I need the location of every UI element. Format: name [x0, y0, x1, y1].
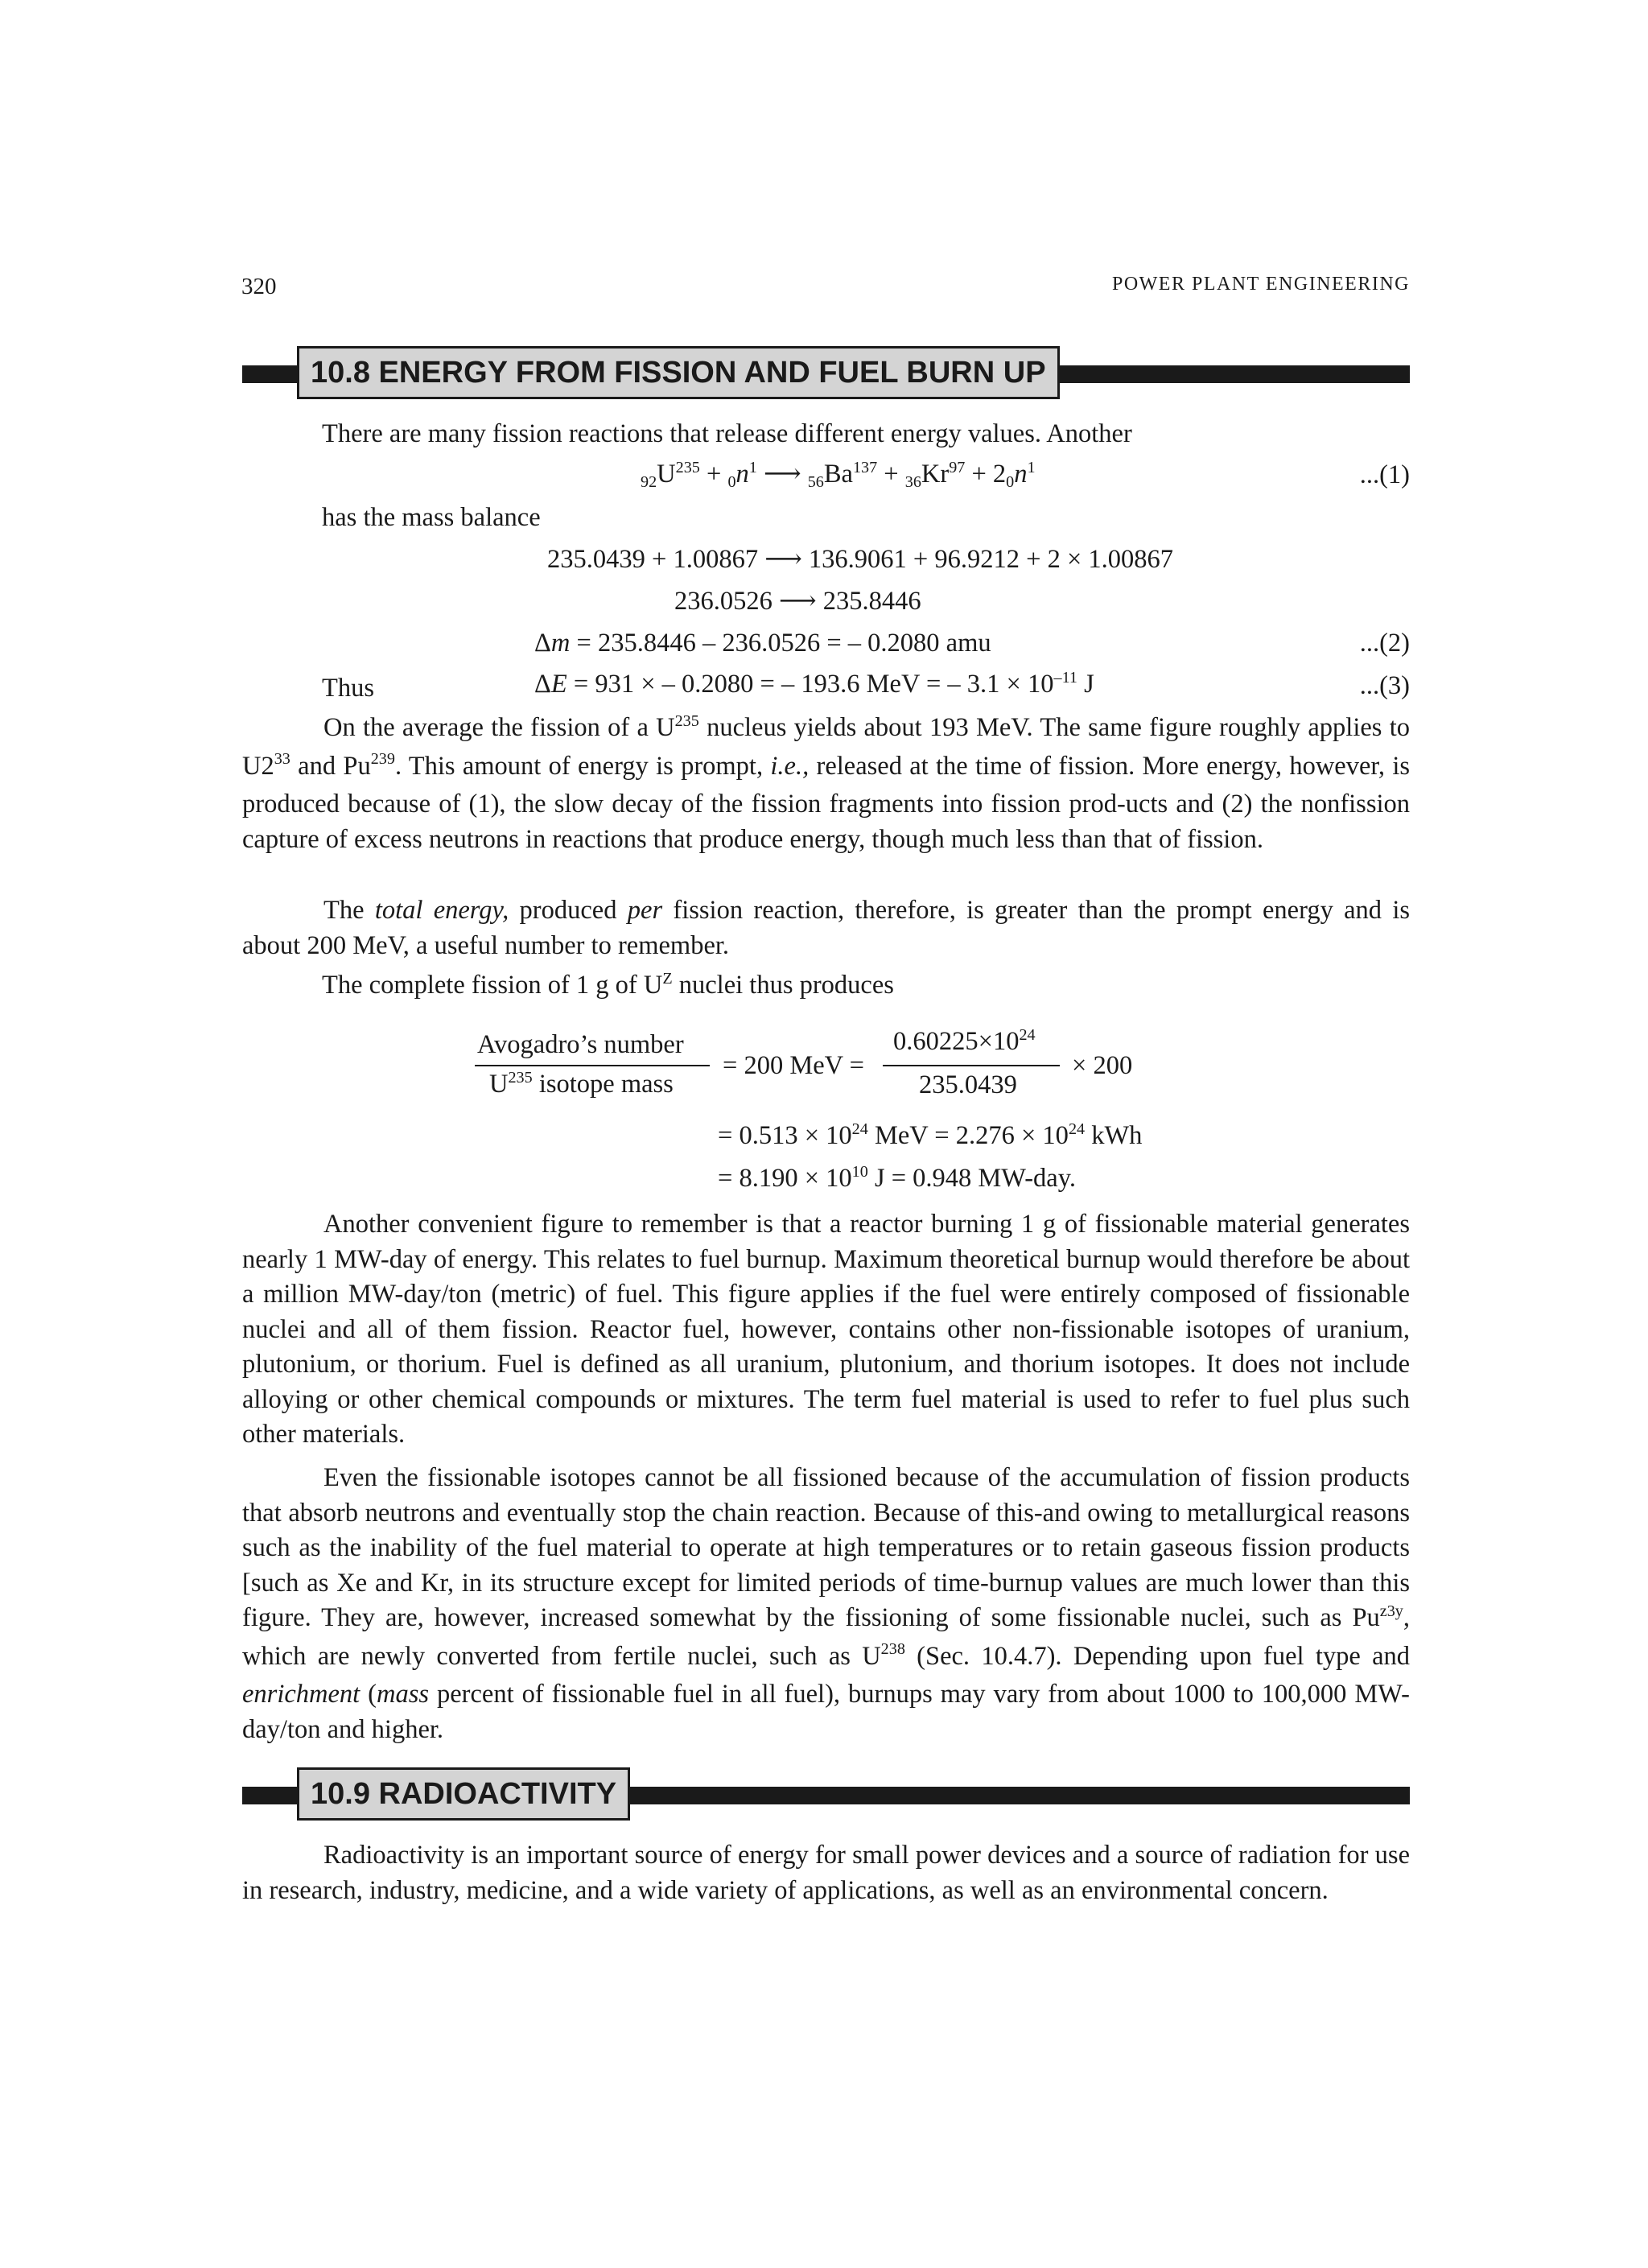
fraction-2-bar — [883, 1065, 1060, 1066]
fraction-2-denominator: 235.0439 — [919, 1070, 1017, 1099]
fraction-multiplier: × 200 — [1072, 1051, 1133, 1080]
paragraph-average-fission: On the average the fission of a $U^{235}$ nucleus yields about 193 MeV. The same figure roughly applies to $U2^{33}$ and Pu$^{239}$. This amount of energy is prompt, i.e., released at the time of fission. More energy, however, is produced because of (1), the slow decay of the fission fragments into fission prod-ucts and (2) the nonfission capture of excess neutrons in reactions that produce energy, though much less than that of fission. — [242, 711, 1411, 854]
intro-text: There are many fission reactions that release different energy values. Another — [322, 419, 1132, 448]
fraction-equals-text: = 200 MeV = — [723, 1051, 864, 1080]
fraction-2-numerator: $0.60225\times 10^{24}$ — [893, 1025, 1036, 1056]
section-heading-10-9: 10.9 RADIOACTIVITY — [297, 1767, 630, 1821]
mass-balance-label: has the mass balance — [322, 503, 541, 532]
paragraph-radioactivity: Radioactivity is an important source of energy for small power devices and a source of radiation for use in research, industry, medicine, and a wide variety of applications, as well as an environmental concern. — [242, 1841, 1410, 1905]
thus-label: Thus — [322, 674, 374, 703]
equation-number-2: ...(2) — [1359, 629, 1410, 658]
fraction-1-numerator: Avogadro’s number — [477, 1030, 684, 1059]
paragraph-fuel-burnup: Another convenient figure to remember is that a reactor burning 1 g of fissionable material generates nearly 1 MW-day of energy. This relates to fuel burnup. Maximum theoretical burnup would therefore be about a million MW-day/ton (metric) of fuel. This figure applies if the fuel were entirely composed of fissionable nuclei and all of them fission. Reactor fuel, however, contains other non-fissionable isotopes of uranium, plutonium, or thorium. Fuel is defined as all uranium, plutonium, and thorium isotopes. It does not include alloying or other chemical compounds or mixtures. The term fuel material is used to refer to fuel plus such other materials. — [242, 1210, 1410, 1449]
paragraph-total-energy: The total energy, produced per fission reaction, therefore, is greater than the prompt energy and is about 200 MeV, a useful number to remember. — [242, 896, 1411, 960]
equation-number-3: ...(3) — [1359, 671, 1410, 700]
page-number: 320 — [241, 274, 277, 299]
fraction-1-denominator: $U^{235}$ isotope mass — [489, 1068, 674, 1099]
energy-release-equation: ΔE = 931 × – 0.2080 = – 193.6 MeV = – $3.1 \times 10^{-11}$ J — [534, 668, 1094, 699]
mass-balance-line-1: 235.0439 + 1.00867 ⟶ 136.9061 + 96.9212 + 2 × 1.00867 — [547, 545, 1174, 574]
equation-number-1: ...(1) — [1359, 460, 1410, 489]
complete-fission-text: The complete fission of 1 g of $U^Z$ nuclei thus produces — [322, 969, 894, 1000]
running-head-title: POWER PLANT ENGINEERING — [1111, 274, 1410, 295]
mass-balance-line-2: 236.0526 ⟶ 235.8446 — [674, 587, 921, 616]
mass-defect-equation: Δm = 235.8446 – 236.0526 = – 0.2080 amu — [534, 629, 991, 658]
section-heading-10-8: 10.8 ENERGY FROM FISSION AND FUEL BURN UP — [297, 346, 1060, 399]
fraction-1-bar — [475, 1065, 710, 1066]
fission-reaction-equation: $_{92}U^{235} + _0n^1$ ⟶ $_{56}Ba^{137} + _{36}Kr^{97} + 2_0n^1$ — [641, 458, 1036, 491]
result-line-1: = $0.513 \times 10^{24}$ MeV = $2.276 \times 10^{24}$ kWh — [718, 1120, 1143, 1150]
result-line-2: = $8.190 \times 10^{10}$ J = 0.948 MW-day. — [718, 1162, 1076, 1193]
paragraph-fissionable-isotopes: Even the fissionable isotopes cannot be all fissioned because of the accumulation of fission products that absorb neutrons and eventually stop the chain reaction. Because of this-and owing to metallurgical reasons such as the inability of the fuel material to operate at high temperatures or to retain gaseous fission products [such as Xe and Kr, in its structure except for limited periods of time-burnup values are much lower than this figure. They are, however, increased somewhat by the fissioning of some fissionable nuclei, such as $Pu^{z3y}$, which are newly converted from fertile nuclei, such as $U^{238}$ (Sec. 10.4.7). Depending upon fuel type and enrichment (mass percent of fissionable fuel in all fuel), burnups may vary from about 1000 to 100,000 MW-day/ton and higher. — [242, 1463, 1410, 1744]
